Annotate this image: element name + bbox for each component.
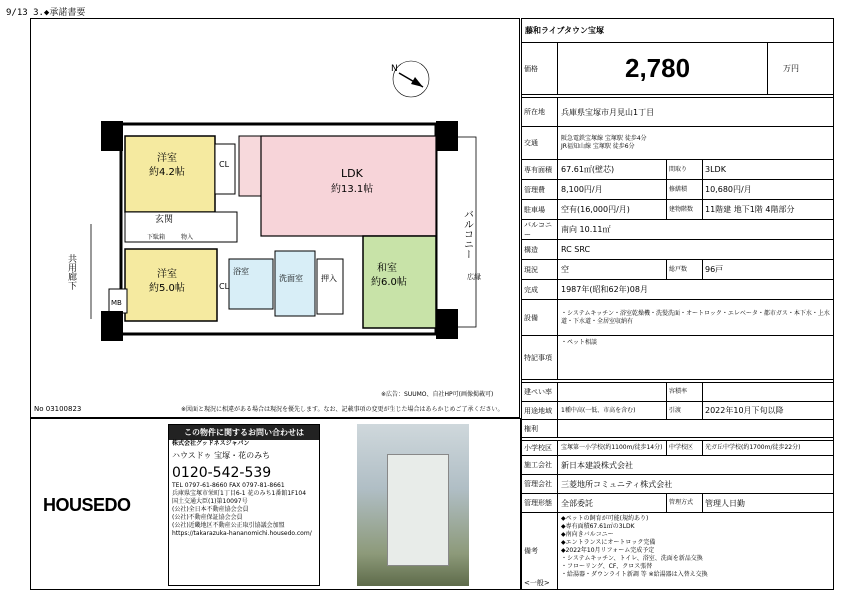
address-value: 兵庫県宝塚市月見山1丁目	[561, 107, 655, 117]
room-western1-size: 約4.2帖	[149, 167, 185, 178]
parking-value: 空有(16,000円/月)	[561, 205, 630, 214]
built-value: 1987年(昭和62年)08月	[561, 285, 648, 294]
mgmt-style-label: 管理方式	[669, 499, 694, 506]
plan-number: No 03100823	[34, 405, 82, 413]
builder-value: 新日本建設株式会社	[561, 460, 633, 470]
price-label: 価格	[522, 43, 558, 94]
remark-1: ◆ペットの飼育が可能(規約あり)	[561, 515, 649, 522]
address-label: 所在地	[522, 98, 558, 126]
construction-value: RC SRC	[561, 245, 591, 254]
balcony-label: バルコニー	[522, 220, 558, 239]
land-label: 建ぺい率	[522, 383, 558, 401]
north-arrow-icon	[393, 61, 429, 97]
agent-address: 兵庫県宝塚市栄町1丁目6-1 花のみち1番館1F104	[172, 490, 307, 497]
assoc3: (公社)近畿地区不動産公正取引協議会加盟	[172, 522, 285, 529]
transport-label: 交通	[522, 127, 558, 159]
remark-4: ◆エントランスにオートロック完備	[561, 539, 656, 546]
building-shape	[387, 454, 449, 566]
room-japanese-size: 約6.0帖	[371, 277, 407, 288]
mgmt-style-value: 管理人日勤	[705, 498, 745, 508]
units-value: 96戸	[705, 265, 724, 274]
remarks-label: 備考	[522, 513, 558, 589]
floor-plan-panel	[30, 18, 520, 418]
special-value: ・ペット相談	[561, 339, 598, 346]
transport-2: JR福知山線 宝塚駅 徒歩6分	[561, 143, 635, 150]
repair-fund-label: 修繕積	[669, 185, 688, 193]
equipment-value: ・システムキッチン・浴室乾燥機・洗髪洗面・オートロック・エレベータ・都市ガス・本下水・上水道・下水道・全居室収納有	[561, 309, 830, 325]
remark-6: ・システムキッチン、トイレ、浴室、洗面を新品交換	[561, 555, 703, 562]
mgmt-fee-value: 8,100円/月	[561, 185, 603, 194]
mgmt-fee-label: 管理費	[522, 180, 558, 199]
zoning-label: 用途地域	[522, 402, 558, 419]
info-table	[521, 18, 834, 590]
manager-label: 管理会社	[522, 475, 558, 493]
plan-note: ※図面と現況に相違がある場合は現況を優先します。なお、記載事項の変更が生じた場合はあらかじめご了承ください。	[181, 406, 504, 413]
remark-7: ・フローリング、CF、クロス張替	[561, 563, 653, 570]
remark-8: ・給湯器・ダウンライト新調 等 ※給湯器は入替え交換	[561, 571, 708, 578]
status-value: 空	[561, 265, 569, 274]
school-label: 小学校区	[522, 441, 558, 455]
entrance-label: 玄関	[155, 215, 174, 225]
north-label: N	[391, 64, 398, 74]
contact-title: この物件に関するお問い合わせは	[169, 425, 319, 440]
jhs-label: 中学校区	[669, 444, 694, 451]
construction-label: 構造	[522, 240, 558, 259]
rights-label: 権利	[522, 420, 558, 437]
corridor-label: 共用廊下	[66, 254, 76, 290]
agent-url: https://takarazuka-hananomichi.housedo.com/	[172, 530, 312, 537]
structure-value: 11階建 地下1階 4階部分	[705, 205, 795, 214]
room-western1-label: 洋室	[157, 153, 177, 164]
parking-label: 駐車場	[522, 200, 558, 219]
closet-label: 押入	[321, 274, 337, 283]
license: 国土交通大臣(1)第10097号	[172, 498, 248, 505]
equipment-label: 設備	[522, 300, 558, 335]
phone-number: 0120-542-539	[172, 465, 272, 481]
tel-fax: TEL 0797-61-8660 FAX 0797-81-8661	[172, 482, 285, 489]
contact-box	[168, 424, 320, 586]
mb-label: MB	[111, 299, 122, 307]
repair-fund-value: 10,680円/月	[705, 185, 752, 194]
layout-label: 間取り	[669, 165, 688, 173]
transport-1: 阪急電鉄宝塚線 宝塚駅 徒歩4分	[561, 135, 647, 142]
school-value: 宝塚第一小学校(約1100m/徒歩14分)	[561, 444, 663, 451]
mgmt-type-label: 管理形態	[522, 494, 558, 512]
built-label: 完成	[522, 280, 558, 299]
assoc2: (公社)不動産保証協会会員	[172, 514, 243, 521]
floor-plan-drawing	[31, 19, 519, 417]
delivery-label: 引渡	[669, 406, 682, 414]
delivery-value: 2022年10月下旬以降	[705, 406, 784, 415]
units-label: 総戸数	[669, 265, 688, 273]
remark-2: ◆専有面積67.61㎡の3LDK	[561, 523, 635, 530]
cl2-label: CL	[219, 282, 230, 291]
builder-label: 施工会社	[522, 456, 558, 474]
structure-label: 建物階数	[669, 205, 694, 213]
special-label: 特記事項	[522, 336, 558, 379]
layout-value: 3LDK	[705, 165, 726, 174]
washroom-label: 洗面室	[279, 274, 303, 283]
status-label: 現況	[522, 260, 558, 279]
room-ldk-size: 約13.1帖	[331, 184, 374, 195]
closet-in-label: 物入	[181, 234, 194, 241]
storage-label: 下駄箱	[147, 234, 166, 241]
area-value: 67.61㎡(壁芯)	[561, 165, 615, 174]
zoning-value: 1種中高(一低、市高を含む)	[561, 406, 636, 414]
mgmt-type-value: 全部委託	[561, 498, 593, 508]
wide-edge-label: 広縁	[467, 273, 481, 281]
far-label: 容積率	[669, 388, 688, 395]
property-name: 藤和ライブタウン宝塚	[525, 26, 604, 35]
agent-logo: HOUSEDO	[43, 495, 131, 515]
shop-name: ハウスドゥ 宝塚・花のみち	[172, 451, 271, 460]
balcony-value: 南向 10.11㎡	[561, 225, 611, 234]
room-ldk-label: LDK	[341, 167, 363, 180]
assoc1: (公社)全日本不動産協会会員	[172, 506, 249, 513]
price-value: 2,780	[625, 53, 691, 83]
ad-note: ※広告：SUUMO、自社HP可(画像掲載可)	[381, 391, 494, 398]
remark-5: ◆2022年10月リフォーム完成予定	[561, 547, 655, 554]
company-name: 株式会社グッドネスジャパン	[172, 440, 250, 447]
header-line: 9/13 3.◆承諾書要	[6, 8, 86, 18]
remark-3: ◆南向きバルコニー	[561, 531, 614, 538]
area-label: 専有面積	[522, 160, 558, 179]
balcony-label: バルコニー	[461, 209, 473, 259]
footer-label: <一般>	[524, 579, 550, 587]
price-unit: 万円	[783, 64, 799, 73]
bath-label: 浴室	[233, 267, 249, 276]
room-western2-label: 洋室	[157, 269, 177, 280]
manager-value: 三菱地所コミュニティ株式会社	[561, 479, 673, 489]
building-photo	[357, 424, 469, 586]
room-japanese-label: 和室	[377, 263, 397, 274]
cl1-label: CL	[219, 160, 230, 169]
room-western2-size: 約5.0帖	[149, 283, 185, 294]
jhs-value: 光ガ丘中学校(約1700m/徒歩22分)	[705, 444, 801, 451]
